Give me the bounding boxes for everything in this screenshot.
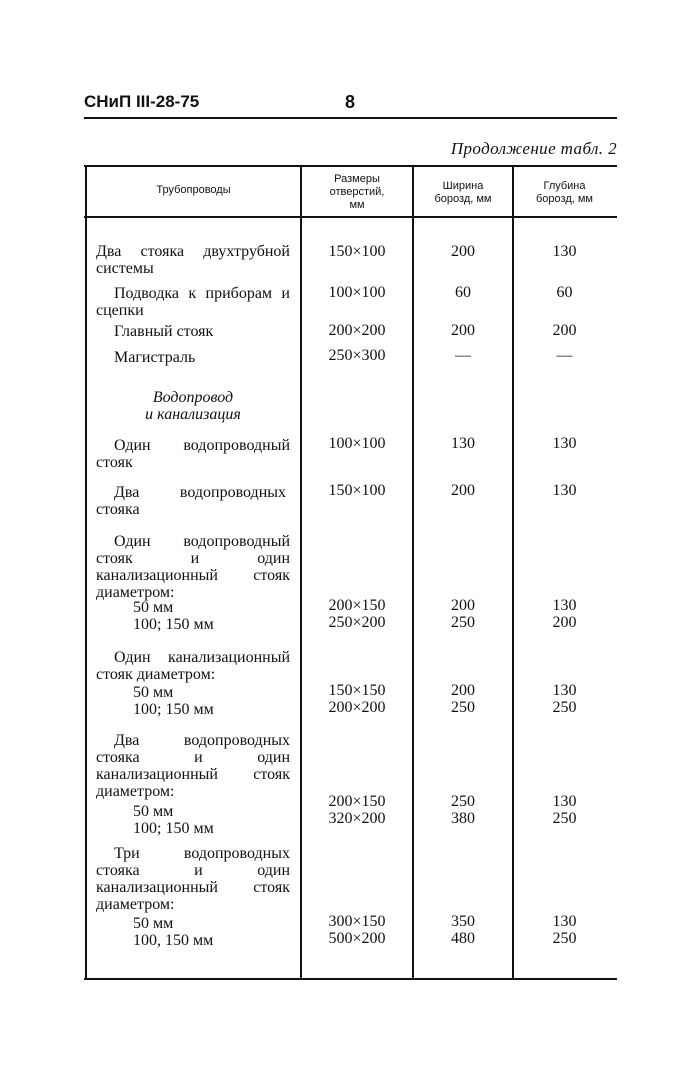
size-value: 320×200 — [328, 810, 386, 827]
table-top-rule — [84, 165, 617, 167]
depth-value: 130 — [552, 682, 577, 699]
header-rule — [84, 117, 617, 119]
column-header-depth: Глубина борозд, мм — [536, 180, 593, 205]
row-label: Три водопроводных стояка и один канализационный стояк диаметром: — [96, 845, 290, 913]
depth-value: 250 — [552, 810, 577, 827]
diameter-label: 100; 150 мм — [133, 820, 214, 837]
depth-value: 130 — [552, 243, 577, 260]
diameter-label: 100; 150 мм — [133, 701, 214, 718]
size-value: 250×200 — [328, 614, 386, 631]
column-header-pipes: Трубопроводы — [156, 184, 231, 196]
width-value: 480 — [451, 930, 475, 947]
width-value: 250 — [451, 614, 475, 631]
size-value: 150×100 — [328, 243, 386, 260]
depth-value: 130 — [552, 435, 577, 452]
depth-value: 130 — [552, 597, 577, 614]
row-label: Один водопроводный стояк и один канализационный стояк диаметром: — [96, 533, 290, 601]
row-label: Главный стояк — [114, 323, 214, 340]
width-value: 250 — [451, 793, 475, 810]
size-value: 200×200 — [328, 699, 386, 716]
size-value: 250×300 — [328, 347, 386, 364]
size-value: 100×100 — [328, 284, 386, 301]
section-title: Водопровод и канализация — [145, 389, 241, 423]
width-value: 200 — [451, 482, 475, 499]
size-value: 200×150 — [328, 793, 386, 810]
diameter-label: 50 мм — [133, 599, 174, 616]
size-value: 300×150 — [328, 913, 386, 930]
diameter-label: 50 мм — [133, 684, 174, 701]
size-value: 150×100 — [328, 482, 386, 499]
header-bottom-rule — [84, 216, 617, 218]
width-value: 200 — [451, 682, 475, 699]
size-value: 100×100 — [328, 435, 386, 452]
depth-value: 130 — [552, 913, 577, 930]
page-number: 8 — [345, 92, 356, 112]
depth-value: 250 — [552, 699, 577, 716]
depth-value: 130 — [552, 482, 577, 499]
depth-value: 130 — [552, 793, 577, 810]
width-value: 130 — [451, 435, 475, 452]
row-label: Один водопроводный стояк — [96, 437, 290, 471]
row-label: Два водопроводных стояка — [96, 484, 286, 518]
size-value: 200×200 — [328, 322, 386, 339]
table-caption: Продолжение табл. 2 — [450, 139, 617, 158]
width-value: 250 — [451, 699, 475, 716]
depth-value: — — [556, 347, 573, 364]
row-label: Магистраль — [114, 349, 196, 366]
diameter-label: 50 мм — [133, 803, 174, 820]
row-label: Подводка к приборам и сцепки — [96, 285, 290, 319]
width-value: 200 — [451, 597, 475, 614]
width-value: — — [455, 347, 471, 364]
column-header-width: Ширина борозд, мм — [434, 180, 492, 205]
width-value: 380 — [451, 810, 475, 827]
size-value: 150×150 — [328, 682, 386, 699]
depth-value: 60 — [556, 284, 573, 301]
size-value: 500×200 — [328, 930, 386, 947]
table-bottom-rule — [84, 978, 617, 980]
row-label: Два водопроводных стояка и один канализационный стояк диаметром: — [96, 732, 290, 800]
table-left-border — [85, 165, 87, 980]
depth-value: 200 — [552, 322, 577, 339]
width-value: 200 — [451, 322, 475, 339]
document-code: СНиП III-28-75 — [84, 92, 200, 111]
diameter-label: 100; 150 мм — [133, 616, 214, 633]
diameter-label: 50 мм — [133, 915, 174, 932]
column-header-sizes: Размеры отверстий, мм — [329, 173, 385, 211]
size-value: 200×150 — [328, 597, 386, 614]
width-value: 60 — [455, 284, 471, 301]
width-value: 200 — [451, 243, 475, 260]
row-label: Два стояка двухтрубной системы — [96, 243, 290, 277]
depth-value: 250 — [552, 930, 577, 947]
width-value: 350 — [451, 913, 475, 930]
depth-value: 200 — [552, 614, 577, 631]
row-label: Один канализационный стояк диаметром: — [96, 649, 290, 683]
diameter-label: 100, 150 мм — [133, 932, 214, 949]
